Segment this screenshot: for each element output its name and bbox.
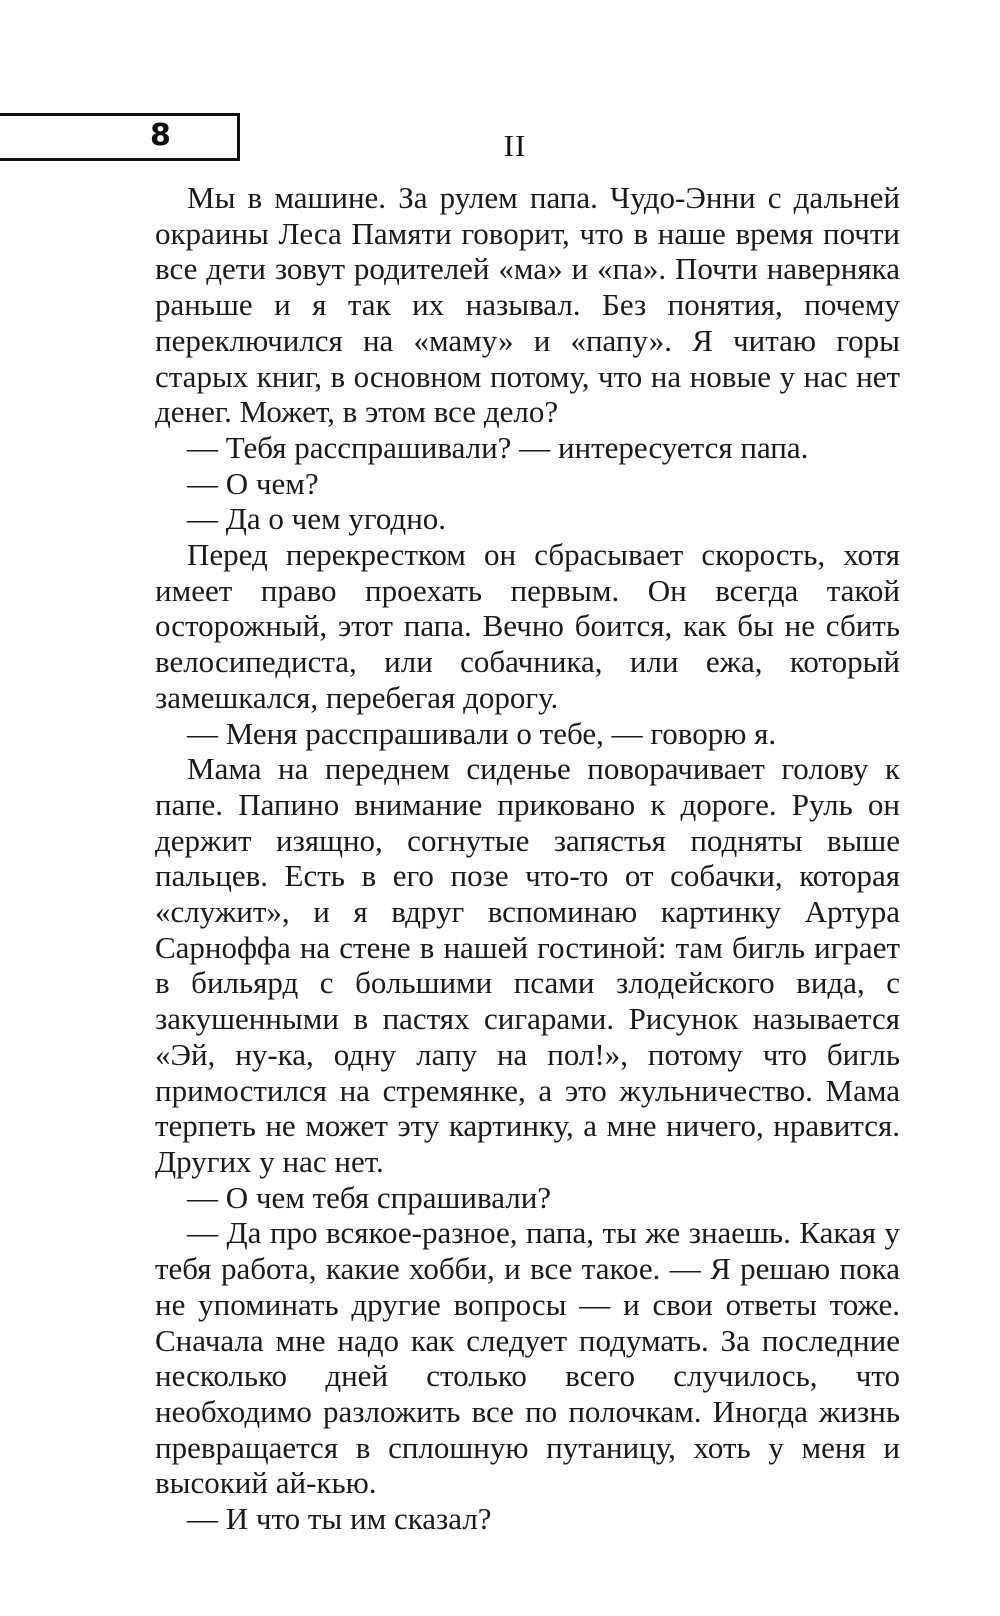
paragraph: Мама на переднем сиденье поворачивает голову к папе. Папино внимание приковано к дороге. Руль он держит изящно, согнутые запястья подняты выше пальцев. Есть в его позе что-то от собачки, которая «служит», и я вдруг вспоминаю картинку Артура Сарноффа на стене в нашей гостиной: там бигль играет в бильярд с большими псами злодейского вида, с закушенными в пастях сигарами. Рисунок называется «Эй, ну-ка, одну лапу на пол!», потому что бигль примостился на стремянке, а это жульничество. Мама терпеть не может эту картинку, а мне ничего, нравится. Других у нас нет. xyxy=(155,751,900,1179)
body-text xyxy=(155,180,900,1537)
paragraph: Перед перекрестком он сбрасывает скорость, хотя имеет право проехать первым. Он всегда такой осторожный, этот папа. Вечно боится, как бы не сбить велосипедиста, или собачника, или ежа, который замешкался, перебегая дорогу. xyxy=(155,537,900,715)
page-number: 8 xyxy=(150,118,171,153)
dialogue-line: — Тебя расспрашивали? — интересуется папа. xyxy=(187,429,809,465)
dialogue-line: — О чем тебя спрашивали? xyxy=(187,1179,552,1215)
chapter-number: II xyxy=(503,128,527,163)
dialogue-line: — Меня расспрашивали о тебе, — говорю я. xyxy=(187,715,777,751)
paragraph: Мы в машине. За рулем папа. Чудо-Энни с дальней окраины Леса Памяти говорит, что в наше время почти все дети зовут родителей «ма» и «па». Почти наверняка раньше и я так их называл. Без понятия, почему переключился на «маму» и «папу». Я читаю горы старых книг, в основном потому, что на новые у нас нет денег. Может, в этом все дело? xyxy=(155,180,900,430)
dialogue-line: — Да о чем угодно. xyxy=(187,501,447,537)
dialogue-line: — Да про всякое-разное, папа, ты же знаешь. Какая у тебя работа, какие хобби, и все такое. — Я решаю пока не упоминать другие вопросы — и свои ответы тоже. Сначала мне надо как следует подумать. За последние несколько дней столько всего случилось, что необходимо разложить все по полочкам. Иногда жизнь превращается в сплошную путаницу, хоть у меня и высокий ай-кью. xyxy=(155,1215,900,1501)
dialogue-line: — О чем? xyxy=(187,465,319,501)
dialogue-line: — И что ты им сказал? xyxy=(187,1501,492,1537)
